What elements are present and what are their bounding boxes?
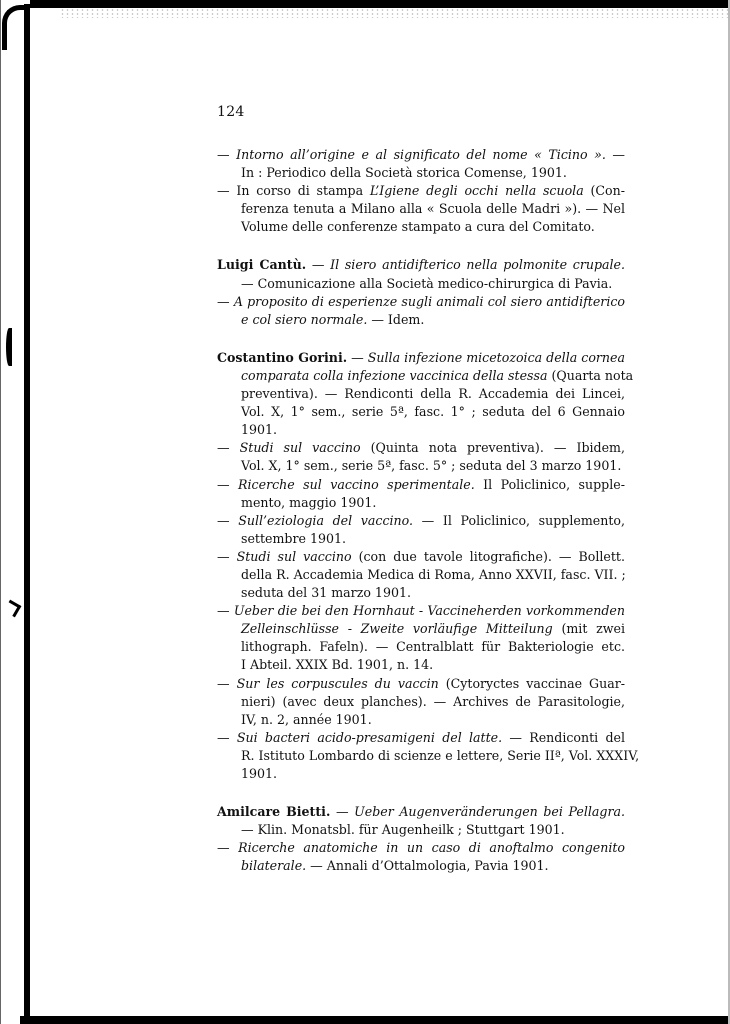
citation-text: IV, n. 2, année 1901. — [241, 711, 372, 727]
publication-item — [217, 349, 634, 439]
citation-text: In : Periodico della Società storica Comense, 1901. — [241, 165, 567, 181]
publication-item — [217, 839, 625, 875]
text-line — [217, 293, 625, 311]
text-line — [217, 439, 625, 457]
author-entry — [217, 146, 625, 236]
publication-title: L’Igiene degli occhi nella scuola — [369, 183, 584, 199]
publication-item — [217, 146, 625, 182]
author-entry — [217, 349, 640, 783]
publication-item — [217, 439, 625, 475]
text-line — [217, 403, 625, 421]
text-line — [217, 620, 625, 638]
text-line — [217, 839, 625, 857]
citation-text: — — [217, 293, 234, 309]
publication-title: Il siero antidifterico nella polmonite crupale. — [330, 257, 626, 273]
citation-text: (Quinta nota preventiva). — Ibidem, — [360, 440, 625, 456]
publication-item — [217, 602, 625, 674]
citation-text: — — [217, 512, 239, 528]
citation-text: lithograph. Fafeln). — Centralblatt für Bakteriologie etc. — [241, 639, 625, 655]
author-name: Costantino Gorini. — [217, 349, 348, 365]
citation-text: — — [217, 548, 237, 564]
text-line — [217, 857, 625, 875]
book-page — [217, 104, 640, 895]
publication-title: Ricerche anatomiche in un caso di anoftalmo congenito — [238, 840, 625, 856]
citation-text: — — [330, 804, 355, 820]
publication-title: Ueber Augenveränderungen bei Pellagra. — [354, 804, 625, 820]
citation-text: (Con- — [583, 183, 625, 199]
citation-text: (Cytoryctes vaccinae Guar- — [438, 675, 625, 691]
publication-title: Zelleinschlüsse - Zweite vorläufige Mitteilung — [241, 621, 553, 637]
scan-edge-bottom — [20, 1016, 730, 1024]
citation-text: — — [217, 729, 237, 745]
text-line — [217, 765, 625, 783]
text-line — [217, 367, 634, 385]
publication-title: Sull’eziologia del vaccino. — [238, 512, 414, 528]
text-line — [217, 512, 625, 530]
citation-text: — — [347, 349, 368, 365]
citation-text: (mit zwei — [552, 621, 625, 637]
publication-title: Sulla infezione micetozoica della cornea — [367, 349, 625, 365]
publication-item — [217, 675, 625, 729]
text-line — [217, 729, 625, 747]
citation-text: — — [217, 440, 240, 456]
text-line — [217, 311, 625, 329]
publication-title: Studi sul vaccino — [236, 548, 352, 564]
citation-text: — Il Policlinico, supplemento, — [413, 512, 625, 528]
citation-text: Vol. X, 1° sem., serie 5ª, fasc. 5° ; seduta del 3 marzo 1901. — [241, 458, 622, 474]
scan-margin-mark — [6, 328, 12, 366]
citation-text: seduta del 31 marzo 1901. — [241, 585, 411, 601]
citation-text: — — [217, 603, 234, 619]
citation-text: — Annali d’Ottalmologia, Pavia 1901. — [306, 858, 549, 874]
text-line — [217, 530, 625, 548]
citation-text: — — [217, 476, 239, 492]
publication-item — [217, 512, 625, 548]
citation-text: I Abteil. XXIX Bd. 1901, n. 14. — [241, 657, 434, 673]
citation-text: settembre 1901. — [241, 530, 347, 546]
publication-title: Sui bacteri acido-presamigeni del latte. — [236, 729, 503, 745]
text-line — [217, 693, 625, 711]
text-line — [217, 638, 625, 656]
page-number: 124 — [217, 104, 245, 120]
publication-item — [217, 729, 640, 783]
text-line — [217, 584, 625, 602]
text-line — [217, 421, 625, 439]
publication-title: Sur les corpuscules du vaccin — [236, 675, 439, 691]
text-line — [217, 675, 625, 693]
text-line — [217, 494, 625, 512]
citation-text: 1901. — [241, 766, 278, 781]
text-line — [217, 200, 625, 218]
author-name: Luigi Cantù. — [217, 257, 307, 273]
text-line — [217, 275, 625, 293]
author-name: Amilcare Bietti. — [217, 804, 331, 820]
citation-text: — Comunicazione alla Società medico-chirurgica di Pavia. — [241, 275, 613, 291]
text-line — [217, 548, 625, 566]
text-line — [217, 164, 625, 182]
scan-edge-left — [0, 0, 1, 1024]
publication-item — [217, 548, 625, 602]
citation-text: preventiva). — Rendiconti della R. Accademia dei Lincei, — [241, 386, 625, 402]
text-line — [217, 385, 625, 403]
author-entry — [217, 256, 625, 328]
citation-text: — In corso di stampa — [217, 183, 370, 199]
text-line — [217, 457, 625, 475]
citation-text: — — [217, 675, 237, 691]
publication-title: A proposito di esperienze sugli animali col siero antidifterico — [233, 293, 625, 309]
publication-item — [217, 256, 625, 292]
citation-text: — — [217, 147, 237, 162]
citation-text: — — [306, 257, 331, 273]
publication-title: Intorno all’origine e al significato del nome « Ticino ». — [236, 147, 606, 162]
scan-edge-top — [30, 0, 730, 8]
publication-item — [217, 476, 625, 512]
text-line — [217, 349, 625, 367]
citation-text: della R. Accademia Medica di Roma, Anno XXVII, fasc. VII. ; — [241, 566, 626, 582]
scan-binding-shadow — [24, 4, 30, 1024]
publication-title: Ueber die bei den Hornhaut - Vaccineherden vorkommenden — [233, 603, 625, 619]
scan-noise-top — [60, 8, 730, 18]
publication-title: Ricerche sul vaccino sperimentale. — [238, 476, 475, 492]
scan-margin-mark — [4, 600, 22, 618]
citation-text: ferenza tenuta a Milano alla « Scuola delle Madri »). — Nel — [241, 201, 625, 217]
text-line — [217, 602, 625, 620]
text-line — [217, 803, 625, 821]
text-line — [217, 821, 625, 839]
publication-title: comparata colla infezione vaccinica della stessa — [241, 367, 548, 383]
publication-item — [217, 293, 625, 329]
citation-text: — Idem. — [367, 311, 425, 327]
text-line — [217, 476, 625, 494]
publication-title: e col siero normale. — [241, 311, 368, 327]
citation-text: Volume delle conferenze stampato a cura del Comitato. — [241, 219, 595, 235]
citation-text: (con due tavole litografiche). — Bollett. — [351, 548, 625, 564]
citation-text: nieri) (avec deux planches). — Archives de Parasitologie, — [241, 693, 625, 709]
author-entry — [217, 803, 625, 875]
text-line — [217, 218, 625, 236]
citation-text: Il Policlinico, supple- — [474, 476, 625, 492]
citation-text: — — [217, 840, 239, 856]
citation-text: — Klin. Monatsbl. für Augenheilk ; Stuttgart 1901. — [241, 822, 565, 838]
publication-item — [217, 182, 625, 236]
citation-text: mento, maggio 1901. — [241, 494, 377, 510]
text-line — [217, 566, 625, 584]
citation-text: Vol. X, 1° sem., serie 5ª, fasc. 1° ; seduta del 6 Gennaio — [241, 404, 625, 420]
citation-text: R. Istituto Lombardo di scienze e lettere, Serie IIª, Vol. XXXIV, — [241, 747, 640, 763]
text-line — [217, 182, 625, 200]
publication-title: Studi sul vaccino — [239, 440, 361, 456]
citation-text: — Rendiconti del — [502, 729, 625, 745]
bibliography-list — [217, 146, 640, 875]
scan-corner-curl — [2, 5, 29, 50]
citation-text: — — [605, 147, 625, 162]
text-line — [217, 711, 625, 729]
text-line — [217, 747, 640, 765]
citation-text: (Quarta nota — [547, 367, 634, 383]
citation-text: 1901. — [241, 422, 278, 438]
text-line — [217, 256, 625, 274]
publication-item — [217, 803, 625, 839]
publication-title: bilaterale. — [241, 858, 307, 874]
text-line — [217, 146, 625, 164]
text-line — [217, 656, 625, 674]
